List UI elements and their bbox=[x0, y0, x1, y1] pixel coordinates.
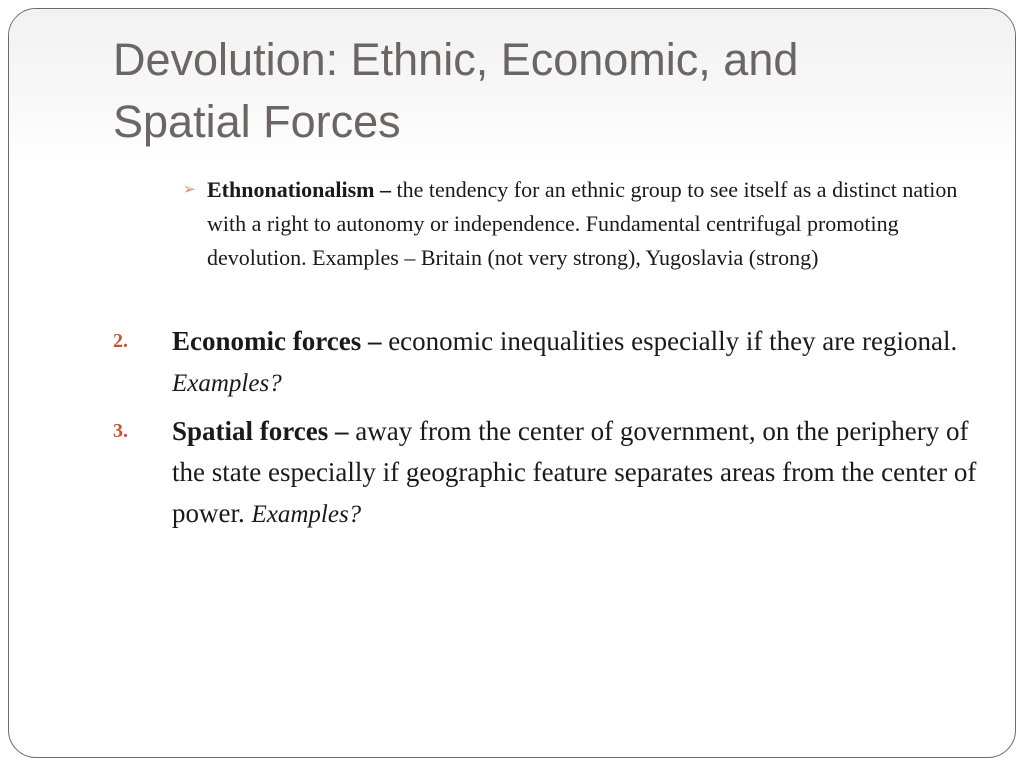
list-item-text: away from the center of government, on the periphery of the state especially if geographic feature separates areas from the center of power. bbox=[172, 416, 977, 528]
slide-title: Devolution: Ethnic, Economic, and Spatial Forces bbox=[113, 34, 799, 147]
list-item-body bbox=[113, 321, 983, 404]
sub-bullet-text: the tendency for an ethnic group to see itself as a distinct nation with a right to autonomy or independence. Fundamental centrifugal promoting devolution. Examples – Britain (not very strong), Yugoslavia (strong) bbox=[207, 177, 958, 270]
slide bbox=[8, 8, 1016, 758]
list-item-body bbox=[113, 411, 983, 535]
list-item-term: Economic forces – bbox=[172, 326, 382, 356]
list-item-economic-forces bbox=[113, 321, 983, 404]
sub-bullet-term: Ethnonationalism – bbox=[207, 177, 391, 202]
list-item-number: 3. bbox=[113, 420, 128, 442]
list-item-question: Examples? bbox=[251, 501, 362, 528]
sub-bullet-ethnonationalism bbox=[183, 173, 963, 275]
list-item-spatial-forces bbox=[113, 411, 983, 535]
list-item-term: Spatial forces – bbox=[172, 416, 349, 446]
list-item-text: economic inequalities especially if they are regional. bbox=[381, 326, 958, 356]
arrow-bullet-icon: ➢ bbox=[183, 182, 196, 198]
sub-bullet-body bbox=[183, 173, 963, 275]
list-item-question: Examples? bbox=[172, 370, 282, 397]
list-item-number: 2. bbox=[113, 330, 128, 352]
